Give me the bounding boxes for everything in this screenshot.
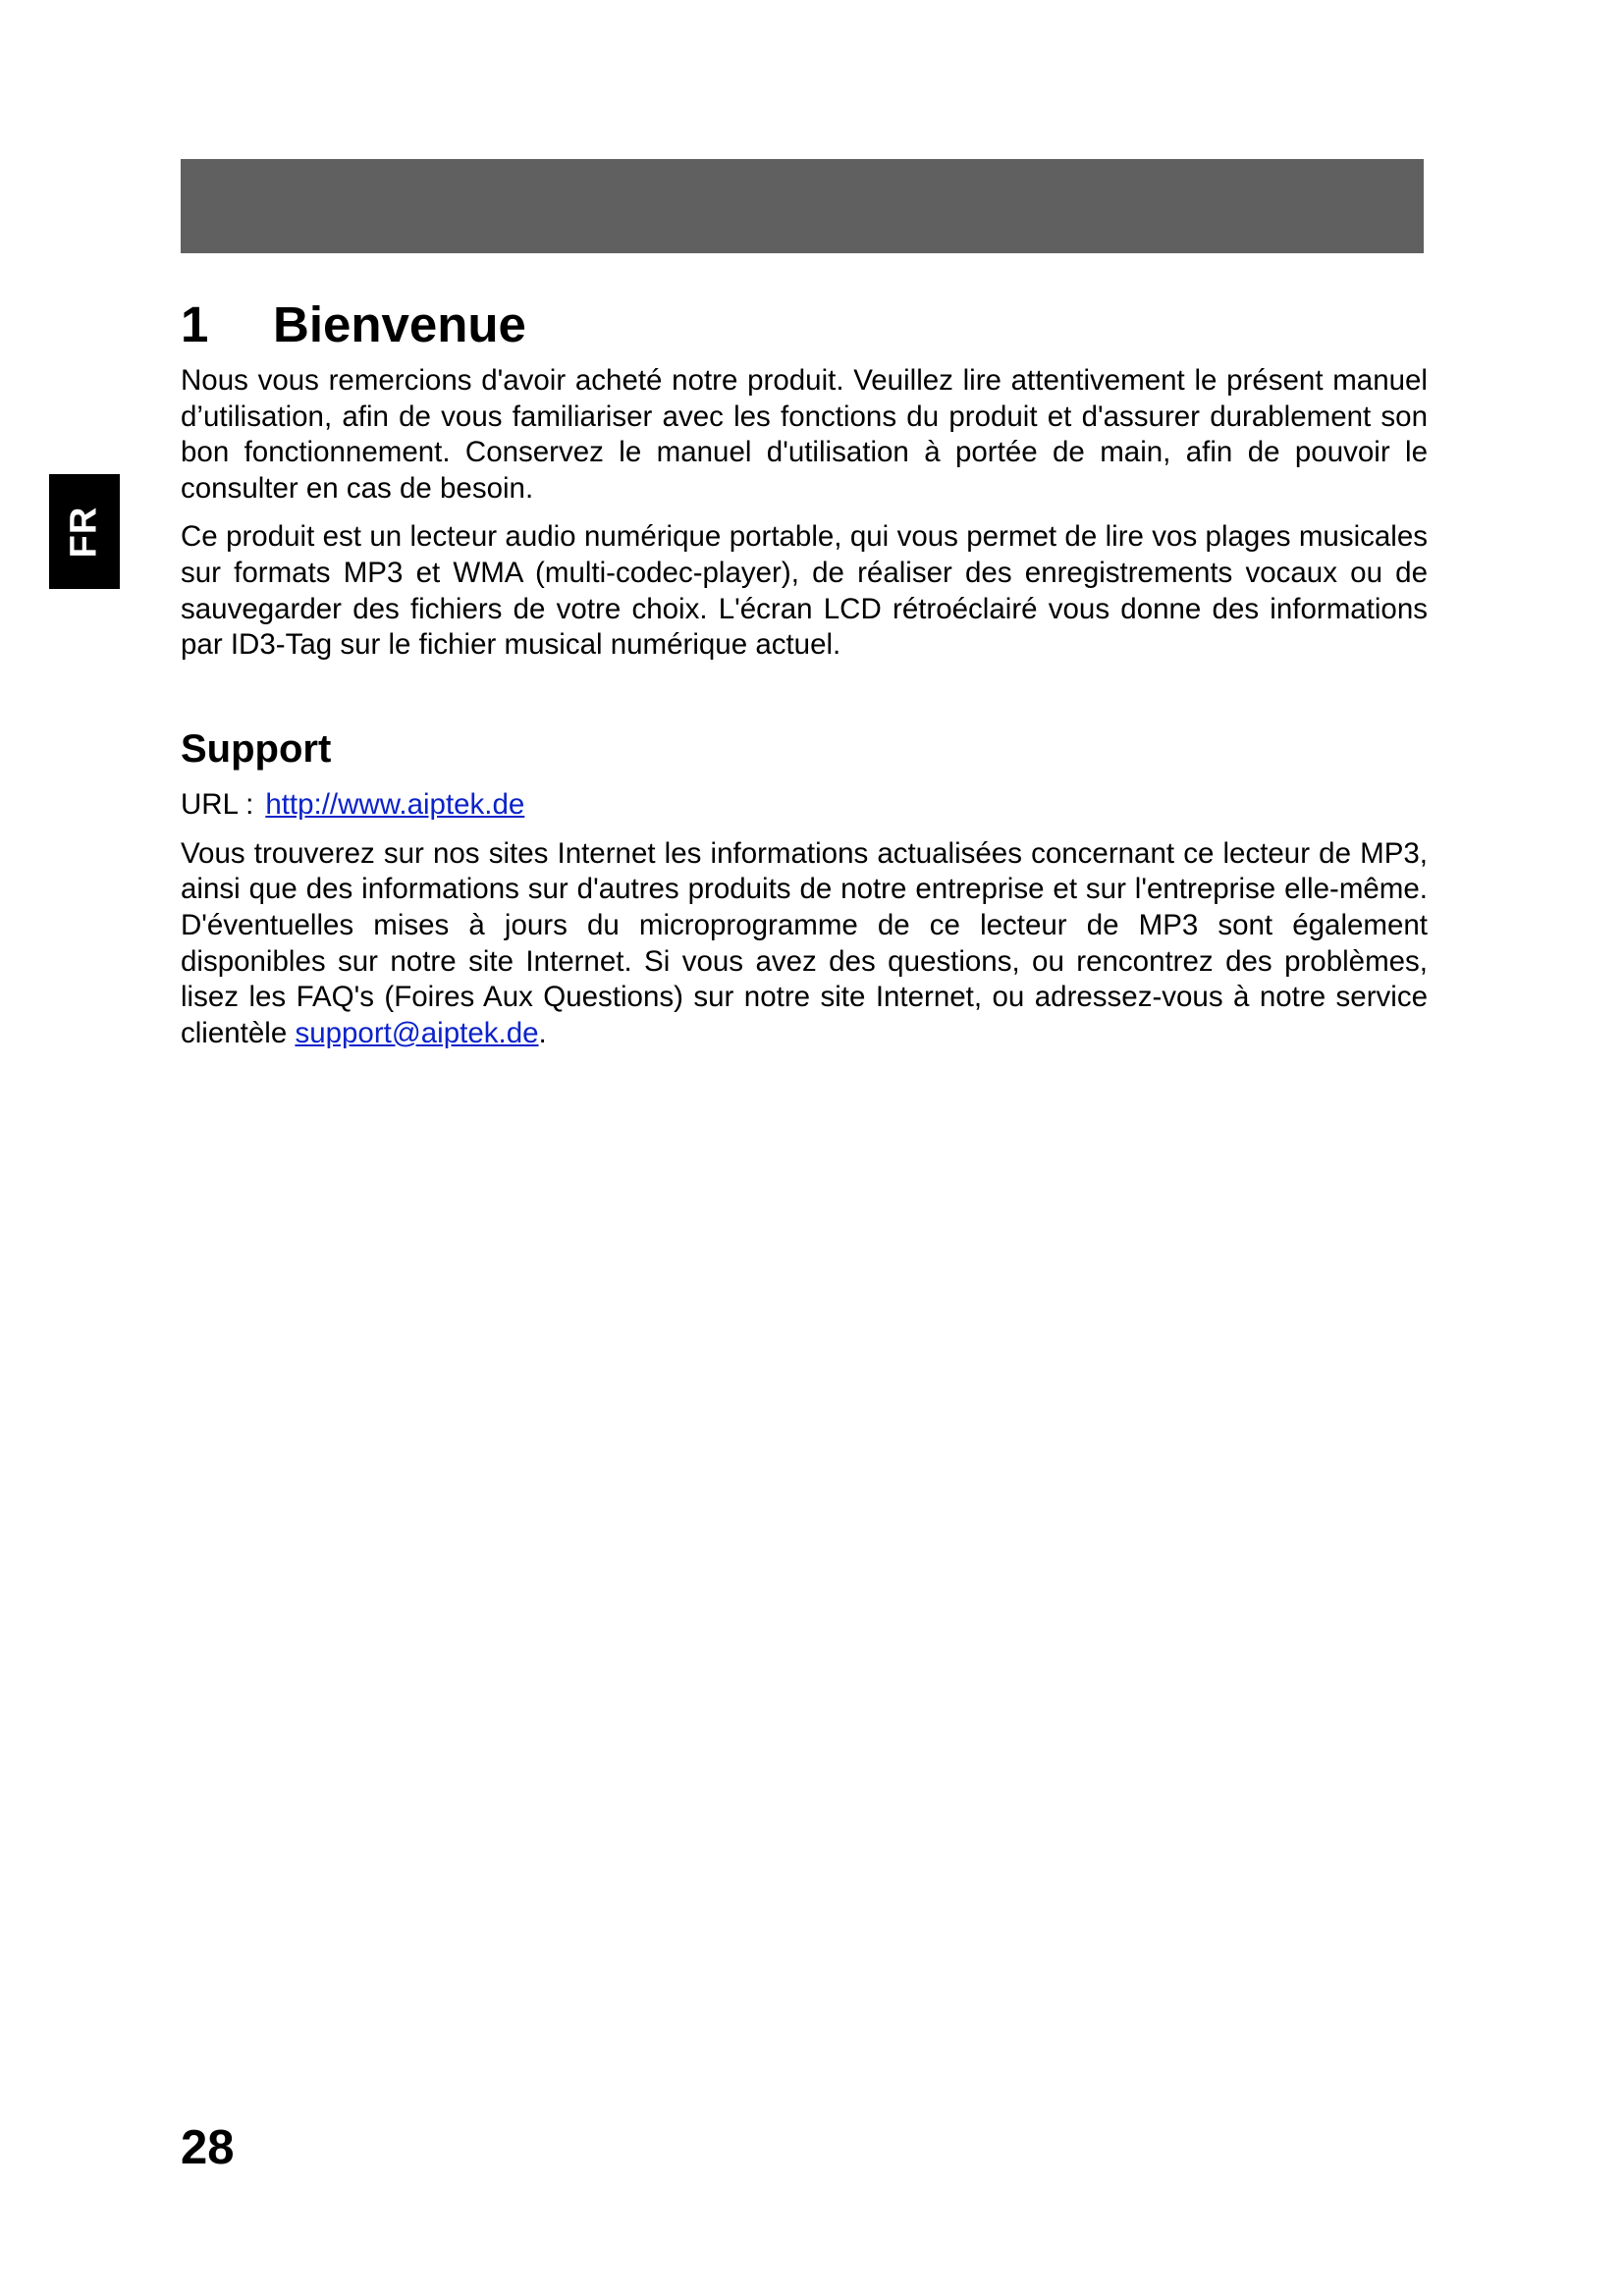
support-paragraph-end: . xyxy=(538,1016,547,1049)
chapter-heading xyxy=(181,291,1428,359)
language-tab-label: FR xyxy=(63,506,105,558)
page-content xyxy=(181,291,1428,1051)
support-paragraph xyxy=(181,836,1428,1052)
intro-paragraph-1: Nous vous remercions d'avoir acheté notre produit. Veuillez lire attentivement le présent manuel d’utilisation, afin de vous familiariser avec les fonctions du produit et d'assurer durablement son bon fonctionnement. Conservez le manuel d'utilisation à portée de main, afin de pouvoir le consulter en cas de besoin. xyxy=(181,364,1428,505)
intro-paragraph-2: Ce produit est un lecteur audio numérique portable, qui vous permet de lire vos plages musicales sur formats MP3 et WMA (multi-codec-player), de réaliser des enregistrements vocaux ou de sauvegarder des fichiers de votre choix. L'écran LCD rétroéclairé vous donne des informations par ID3-Tag sur le fichier musical numérique actuel. xyxy=(181,520,1428,662)
chapter-title: Bienvenue xyxy=(273,296,526,352)
support-url-line xyxy=(181,787,1428,823)
support-heading: Support xyxy=(181,726,332,771)
header-bar xyxy=(181,159,1424,253)
support-url-label: URL : xyxy=(181,787,254,821)
support-email-link[interactable]: support@aiptek.de xyxy=(295,1016,539,1049)
support-paragraph-text: Vous trouverez sur nos sites Internet les informations actualisées concernant ce lecteur de MP3, ainsi que des informations sur d'autres produits de notre entreprise et sur l'entreprise elle-même. D'éventuelles mises à jours du microprogramme de ce lecteur de MP3 sont également disponibles sur notre site Internet. Si vous avez des questions, ou rencontrez des problèmes, lisez les FAQ's (Foires Aux Questions) sur notre site Internet, ou adressez-vous à notre service clientèle xyxy=(181,836,1428,1049)
support-url-link[interactable]: http://www.aiptek.de xyxy=(265,787,525,821)
page-number: 28 xyxy=(181,2121,235,2174)
chapter-number: 1 xyxy=(181,296,209,352)
language-tab xyxy=(49,474,120,589)
